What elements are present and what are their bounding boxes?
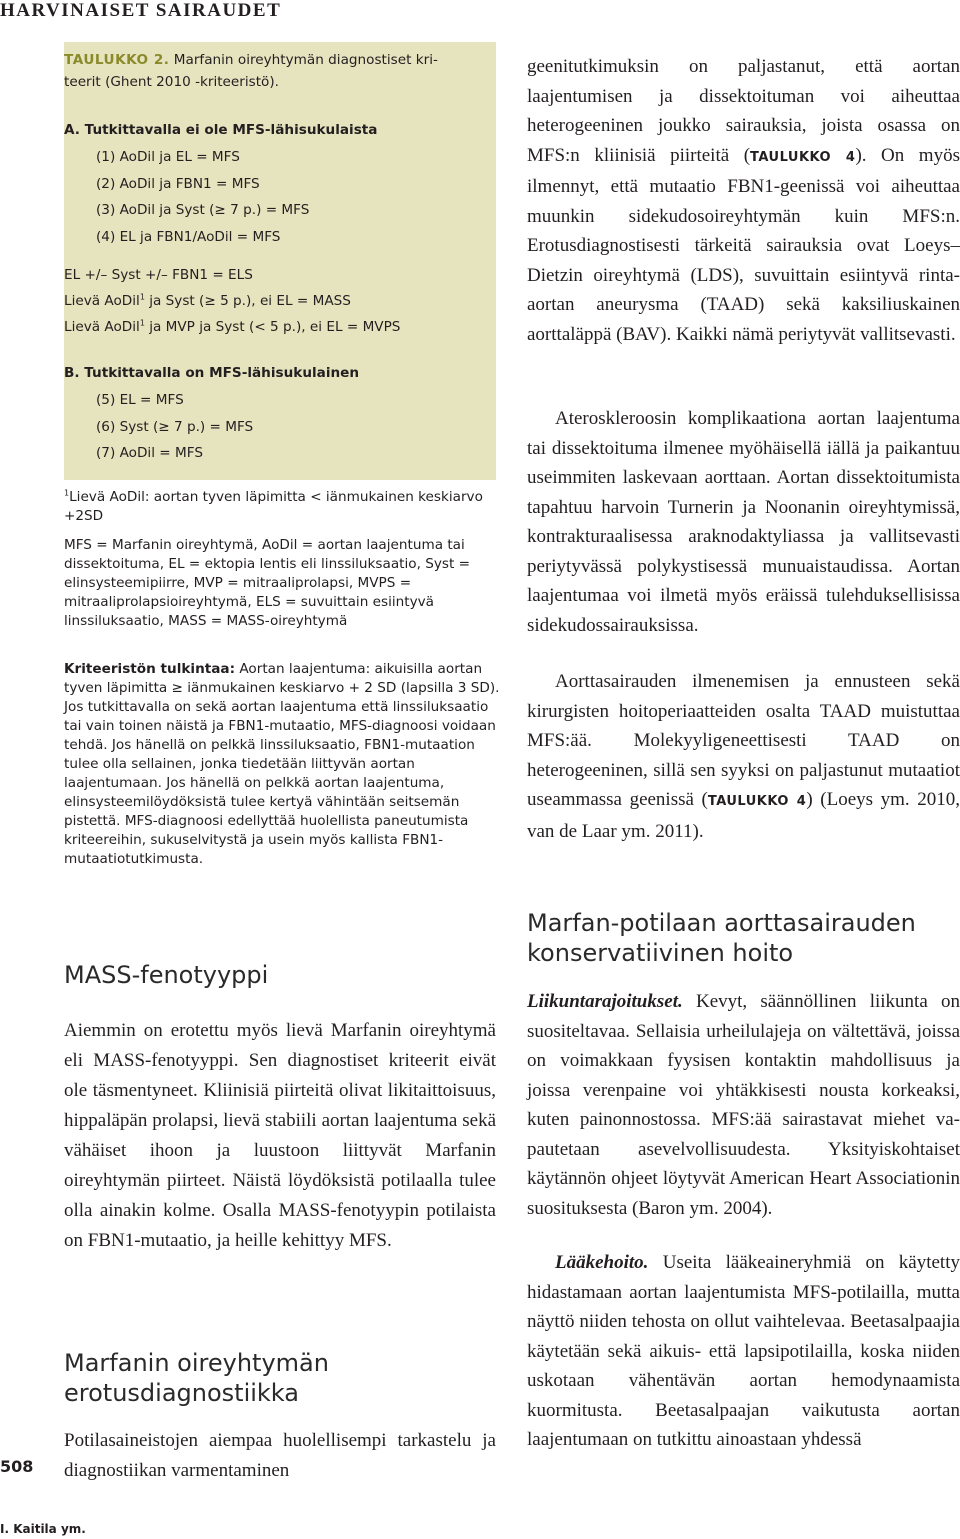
table-label: TAULUKKO 2. — [64, 52, 170, 68]
right-paragraph-3: Aorttasairauden ilmenemisen ja ennusteen sekä kirurgisten hoitoperiaatteiden osalta TAAD muistuttaa MFS:ää. Molekyyligeneettisesti TAAD on heterogeeninen, sillä sen syyksi on paljastunut mutaatiot useammassa geenissä (TAULUKKO 4) (Loeys ym. 2010, van de Laar ym. 2011). — [527, 671, 960, 842]
table-b-item-5: (5) EL = MFS — [96, 392, 184, 408]
table-formula-3: Lievä AoDil$^1$ ja MVP ja Syst (< 5 p.), ei EL = MVPS — [64, 318, 401, 335]
running-head: HARVINAISET SAIRAUDET — [0, 0, 282, 21]
treatment-heading: Marfan-potilaan aorttasairauden konservatiivinen hoito — [527, 909, 916, 967]
table-interpretation: Kriteeristön tulkintaa: Aortan laajentuma: aikuisilla aortan tyven läpimitta ≥ iänmukainen keskiarvo + 2 SD (lapsilla 3 SD). Jos tutkittavalla on sekä aortan laajentuma että linssiluksaatio tai vain toinen näistä ja FBN1-mutaatio, MFS-diagnoosi voidaan tehdä. Jos hänellä on pelkkä linssiluksaatio, FBN1-mutaation tulee olla sellainen, jonka tiedetään liittyvän aortan laajentumaan. Jos hänellä on pelkkä aortan laajentuma, elinsysteemilöydöksistä tulee kertyä vähintään seitsemän pistettä. MFS-diagnoosi edellyttää huolellista paneutumista kriteereihin, sukuselvitystä ja usein myös kallista FBN1-mutaatiotutkimusta. — [64, 661, 500, 867]
table-title-2: teerit (Ghent 2010 -kriteeristö). — [64, 74, 279, 90]
mass-heading: MASS-fenotyyppi — [64, 961, 269, 989]
right-paragraph-5: Lääkehoito. Useita lääkeaineryhmiä on käytetty hidastamaan aortan laajentumista MFS-potilailla, mutta näyttö niiden tehosta on ollut vaihtelevaa. Beetasalpaajia käytetään sekä aikuis- että lapsipotilailla, koska niiden uskotaan vähentävän aortan hemodynaamista kuormitusta. Beetasalpaajan vaikutusta aortan laajentumaan on tutkittu ainoastaan yhdessä — [527, 1252, 960, 1450]
table-ref-1: TAULUKKO 4 — [750, 149, 856, 165]
differential-heading-1: Marfanin oireyhtymän — [64, 1349, 329, 1377]
table-abbreviations: MFS = Marfanin oireyhtymä, AoDil = aortan laajentuma tai dissektoituma, EL = ektopia lentis eli linssiluksaatio, Syst = elinsysteemipiirre, MVP = mitraaliprolapsi, MVPS = mitraaliprolapsioireyhtymä, ELS = suvuittain esiintyvä linssiluksaatio, MASS = MASS-oireyhtymä — [64, 537, 471, 629]
right-paragraph-2: Ateroskleroosin komplikaationa aortan laajentuma tai dissektoituma ilmenee myöhäisellä iällä ja paikantuu useimmiten laskevaan aorttaan. Aortan dissektoitumista tapahtuu harvoin Turnerin ja Noonanin oireyhtymissä, kontrakturaalisessa araknodaktyliassa ja vallitsevasti periytyvässä polykystisessä munuaistaudissa. Aortan laajentumaa voi ilmetä myös eräissä tulehduksellisissa sidekudossairauksissa. — [527, 408, 960, 636]
right-paragraph-4: Liikuntarajoitukset. Kevyt, säännöllinen liikunta on suositeltavaa. Sellaisia urheilulajeja on vältettävä, joissa on voimakkaan fyysisen kontaktin mahdollisuus ja joissa verenpaine voi yhtäkkisesti nousta korkeaksi, kuten painonnostossa. MFS:ää sairastavat miehet vapautetaan asevelvollisuudesta. Yksityiskohtaiset käytännön ohjeet löytyvät American Heart Associationin suosituksesta (Baron ym. 2004). — [527, 991, 960, 1219]
table-a-item-1: (1) AoDil ja EL = MFS — [96, 149, 240, 165]
table-formula-1: EL +/– Syst +/– FBN1 = ELS — [64, 267, 253, 283]
medication-label: Lääkehoito. — [555, 1252, 649, 1273]
table-title-1: Marfanin oireyhtymän diagnostiset kri- — [173, 52, 438, 68]
table-formula-2: Lievä AoDil$^1$ ja Syst (≥ 5 p.), ei EL = MASS — [64, 292, 351, 309]
table-a-item-3: (3) AoDil ja Syst (≥ 7 p.) = MFS — [96, 202, 310, 218]
table-section-a: A. Tutkittavalla ei ole MFS-lähisukulaista — [64, 122, 378, 138]
exercise-label: Liikuntarajoitukset. — [527, 991, 683, 1012]
table-b-item-7: (7) AoDil = MFS — [96, 445, 203, 461]
differential-body: Potilasaineistojen aiempaa huolellisempi tarkastelu ja diagnostiikan varmentaminen — [64, 1430, 496, 1481]
table-a-item-4: (4) EL ja FBN1/AoDil = MFS — [96, 229, 281, 245]
table-ref-2: TAULUKKO 4 — [707, 794, 807, 809]
differential-heading-2: erotusdiagnostiikka — [64, 1379, 299, 1407]
table-section-b: B. Tutkittavalla on MFS-lähisukulainen — [64, 365, 360, 381]
page-number: 508 — [0, 1457, 34, 1476]
right-paragraph-1: geenitutkimuksin on paljastanut, että aortan laajentumisen ja dissektoituman voi aiheuttaa heterogeeninen joukko sairauksia, joista osassa on MFS:n kliinisiä piirteitä (TAULUKKO 4). On myös ilmennyt, että mutaatio FBN1-geenissä voi aiheuttaa muunkin sidekudosoireyhtymän kuin MFS:n. Erotusdiagnostisesti tärkeitä sairauksia ovat Loeys–Dietzin oireyhtymä (LDS), suvuittain esiintyvä rintaaortan aneurysma (TAAD) sekä kaksiliuskainen aorttaläppä (BAV). Kaikki nämä periytyvät vallitsevasti. — [527, 56, 960, 345]
mass-body: Aiemmin on erotettu myös lievä Marfanin oireyhtymä eli MASS-fenotyyppi. Sen diagnostiset kriteerit eivät ole täsmentyneet. Kliinisiä piirteitä olivat likitaittoisuus, hippaläpän prolapsi, lievä stabiili aortan laajentuma sekä vähäiset ihoon ja luustoon liittyvät Marfanin oireyhtymän piirteet. Näistä löydöksistä potilaalla tulee olla ainakin kolme. Osalla MASS-fenotyypin potilaista on FBN1-mutaatio, ja heille kehittyy MFS. — [64, 1020, 496, 1251]
author-footer: I. Kaitila ym. — [0, 1522, 86, 1536]
table-footnote: $^1$Lievä AoDil: aortan tyven läpimitta < iänmukainen keskiarvo +2SD — [64, 488, 483, 524]
table-b-item-6: (6) Syst (≥ 7 p.) = MFS — [96, 419, 254, 435]
table-a-item-2: (2) AoDil ja FBN1 = MFS — [96, 176, 260, 192]
